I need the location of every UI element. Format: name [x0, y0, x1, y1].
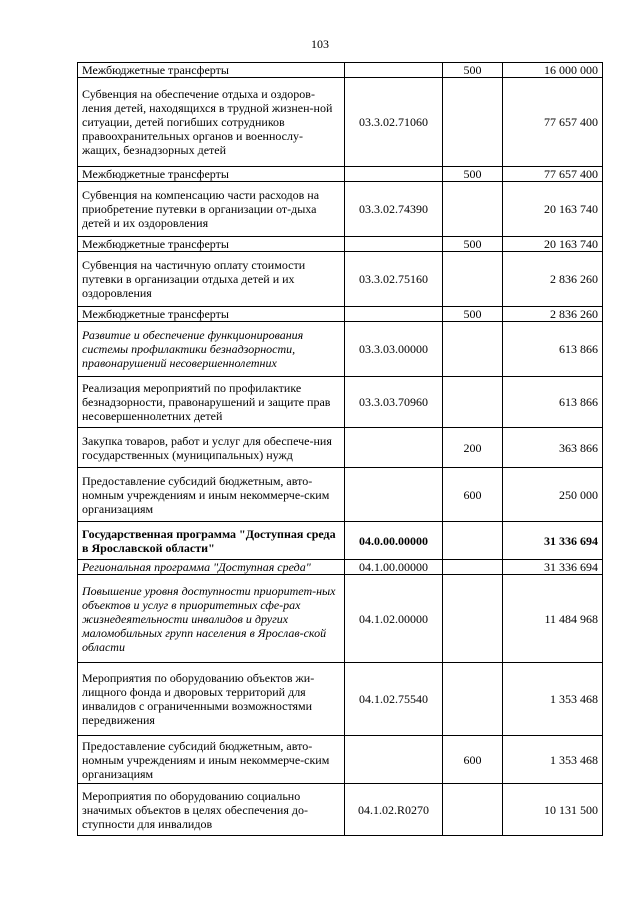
row-name-cell: Реализация мероприятий по профилактике безнадзорности, правонарушений и защите прав несовершеннолетних детей — [78, 377, 345, 428]
row-sum-cell: 16 000 000 — [503, 63, 603, 78]
row-code-cell: 03.3.02.74390 — [345, 182, 443, 237]
row-name-cell: Межбюджетные трансферты — [78, 307, 345, 322]
row-code-cell — [345, 237, 443, 252]
row-name-cell: Региональная программа "Доступная среда" — [78, 560, 345, 575]
row-sum-cell: 613 866 — [503, 377, 603, 428]
row-name-cell: Межбюджетные трансферты — [78, 167, 345, 182]
row-kind-cell — [443, 252, 503, 307]
row-code-cell: 04.1.02.00000 — [345, 575, 443, 663]
row-name-cell: Предоставление субсидий бюджетным, авто-номным учреждениям и иным некоммерче-ским организациям — [78, 736, 345, 784]
row-code-cell: 04.0.00.00000 — [345, 522, 443, 560]
table-row — [78, 663, 603, 736]
row-code-cell: 03.3.03.70960 — [345, 377, 443, 428]
row-code-cell — [345, 307, 443, 322]
row-name-cell: Межбюджетные трансферты — [78, 63, 345, 78]
row-kind-cell — [443, 377, 503, 428]
row-kind-cell — [443, 522, 503, 560]
row-name-cell: Закупка товаров, работ и услуг для обеспече-ния государственных (муниципальных) нужд — [78, 428, 345, 468]
table-row — [78, 736, 603, 784]
row-sum-cell: 613 866 — [503, 322, 603, 377]
row-sum-cell: 77 657 400 — [503, 78, 603, 167]
row-sum-cell: 77 657 400 — [503, 167, 603, 182]
row-code-cell: 03.3.02.71060 — [345, 78, 443, 167]
row-kind-cell — [443, 78, 503, 167]
row-sum-cell: 250 000 — [503, 468, 603, 522]
table-row — [78, 377, 603, 428]
row-kind-cell: 500 — [443, 237, 503, 252]
row-name-cell: Предоставление субсидий бюджетным, авто-номным учреждениям и иным некоммерче-ским организациям — [78, 468, 345, 522]
row-kind-cell: 500 — [443, 307, 503, 322]
row-sum-cell: 2 836 260 — [503, 307, 603, 322]
row-kind-cell — [443, 575, 503, 663]
row-name-cell: Субвенция на частичную оплату стоимости путевки в организации отдыха детей и их оздоровления — [78, 252, 345, 307]
row-kind-cell — [443, 560, 503, 575]
row-code-cell: 03.3.02.75160 — [345, 252, 443, 307]
row-name-cell: Субвенция на компенсацию части расходов на приобретение путевки в организации от-дыха детей и их оздоровления — [78, 182, 345, 237]
row-kind-cell: 200 — [443, 428, 503, 468]
row-kind-cell — [443, 784, 503, 836]
row-kind-cell — [443, 182, 503, 237]
row-name-cell: Государственная программа "Доступная среда в Ярославской области" — [78, 522, 345, 560]
row-code-cell — [345, 63, 443, 78]
row-kind-cell: 500 — [443, 63, 503, 78]
table-row — [78, 560, 603, 575]
row-kind-cell — [443, 322, 503, 377]
row-code-cell — [345, 736, 443, 784]
row-name-cell: Мероприятия по оборудованию социально значимых объектов в целях обеспечения до-ступности для инвалидов — [78, 784, 345, 836]
table-row — [78, 428, 603, 468]
table-row — [78, 252, 603, 307]
table-row — [78, 784, 603, 836]
row-code-cell — [345, 167, 443, 182]
budget-table — [77, 62, 603, 836]
row-sum-cell: 363 866 — [503, 428, 603, 468]
row-kind-cell: 600 — [443, 468, 503, 522]
row-code-cell — [345, 428, 443, 468]
table-row — [78, 522, 603, 560]
table-row — [78, 63, 603, 78]
row-sum-cell: 1 353 468 — [503, 663, 603, 736]
budget-table-body — [78, 63, 603, 836]
table-row — [78, 78, 603, 167]
page-number: 103 — [311, 37, 329, 51]
row-sum-cell: 20 163 740 — [503, 182, 603, 237]
table-row — [78, 322, 603, 377]
row-sum-cell: 31 336 694 — [503, 522, 603, 560]
row-kind-cell: 500 — [443, 167, 503, 182]
row-sum-cell: 1 353 468 — [503, 736, 603, 784]
row-code-cell — [345, 468, 443, 522]
row-kind-cell — [443, 663, 503, 736]
row-sum-cell: 10 131 500 — [503, 784, 603, 836]
row-code-cell: 04.1.00.00000 — [345, 560, 443, 575]
row-name-cell: Повышение уровня доступности приоритет-ных объектов и услуг в приоритетных сфе-рах жизнедеятельности инвалидов и других маломобильных групп населения в Ярослав-ской области — [78, 575, 345, 663]
table-row — [78, 307, 603, 322]
row-code-cell: 04.1.02.R0270 — [345, 784, 443, 836]
table-row — [78, 468, 603, 522]
row-code-cell: 03.3.03.00000 — [345, 322, 443, 377]
table-row — [78, 182, 603, 237]
row-sum-cell: 31 336 694 — [503, 560, 603, 575]
row-sum-cell: 20 163 740 — [503, 237, 603, 252]
table-row — [78, 167, 603, 182]
row-name-cell: Межбюджетные трансферты — [78, 237, 345, 252]
table-row — [78, 237, 603, 252]
row-kind-cell: 600 — [443, 736, 503, 784]
row-name-cell: Субвенция на обеспечение отдыха и оздоров-ления детей, находящихся в трудной жизнен-ной ситуации, детей погибших сотрудников правоохранительных органов и военнослу-жащих, безнадзорных детей — [78, 78, 345, 167]
table-row — [78, 575, 603, 663]
row-name-cell: Развитие и обеспечение функционирования системы профилактики безнадзорности, правонарушений несовершеннолетних — [78, 322, 345, 377]
row-name-cell: Мероприятия по оборудованию объектов жи-лищного фонда и дворовых территорий для инвалидов с ограниченными возможностями передвижения — [78, 663, 345, 736]
row-sum-cell: 2 836 260 — [503, 252, 603, 307]
row-code-cell: 04.1.02.75540 — [345, 663, 443, 736]
row-sum-cell: 11 484 968 — [503, 575, 603, 663]
